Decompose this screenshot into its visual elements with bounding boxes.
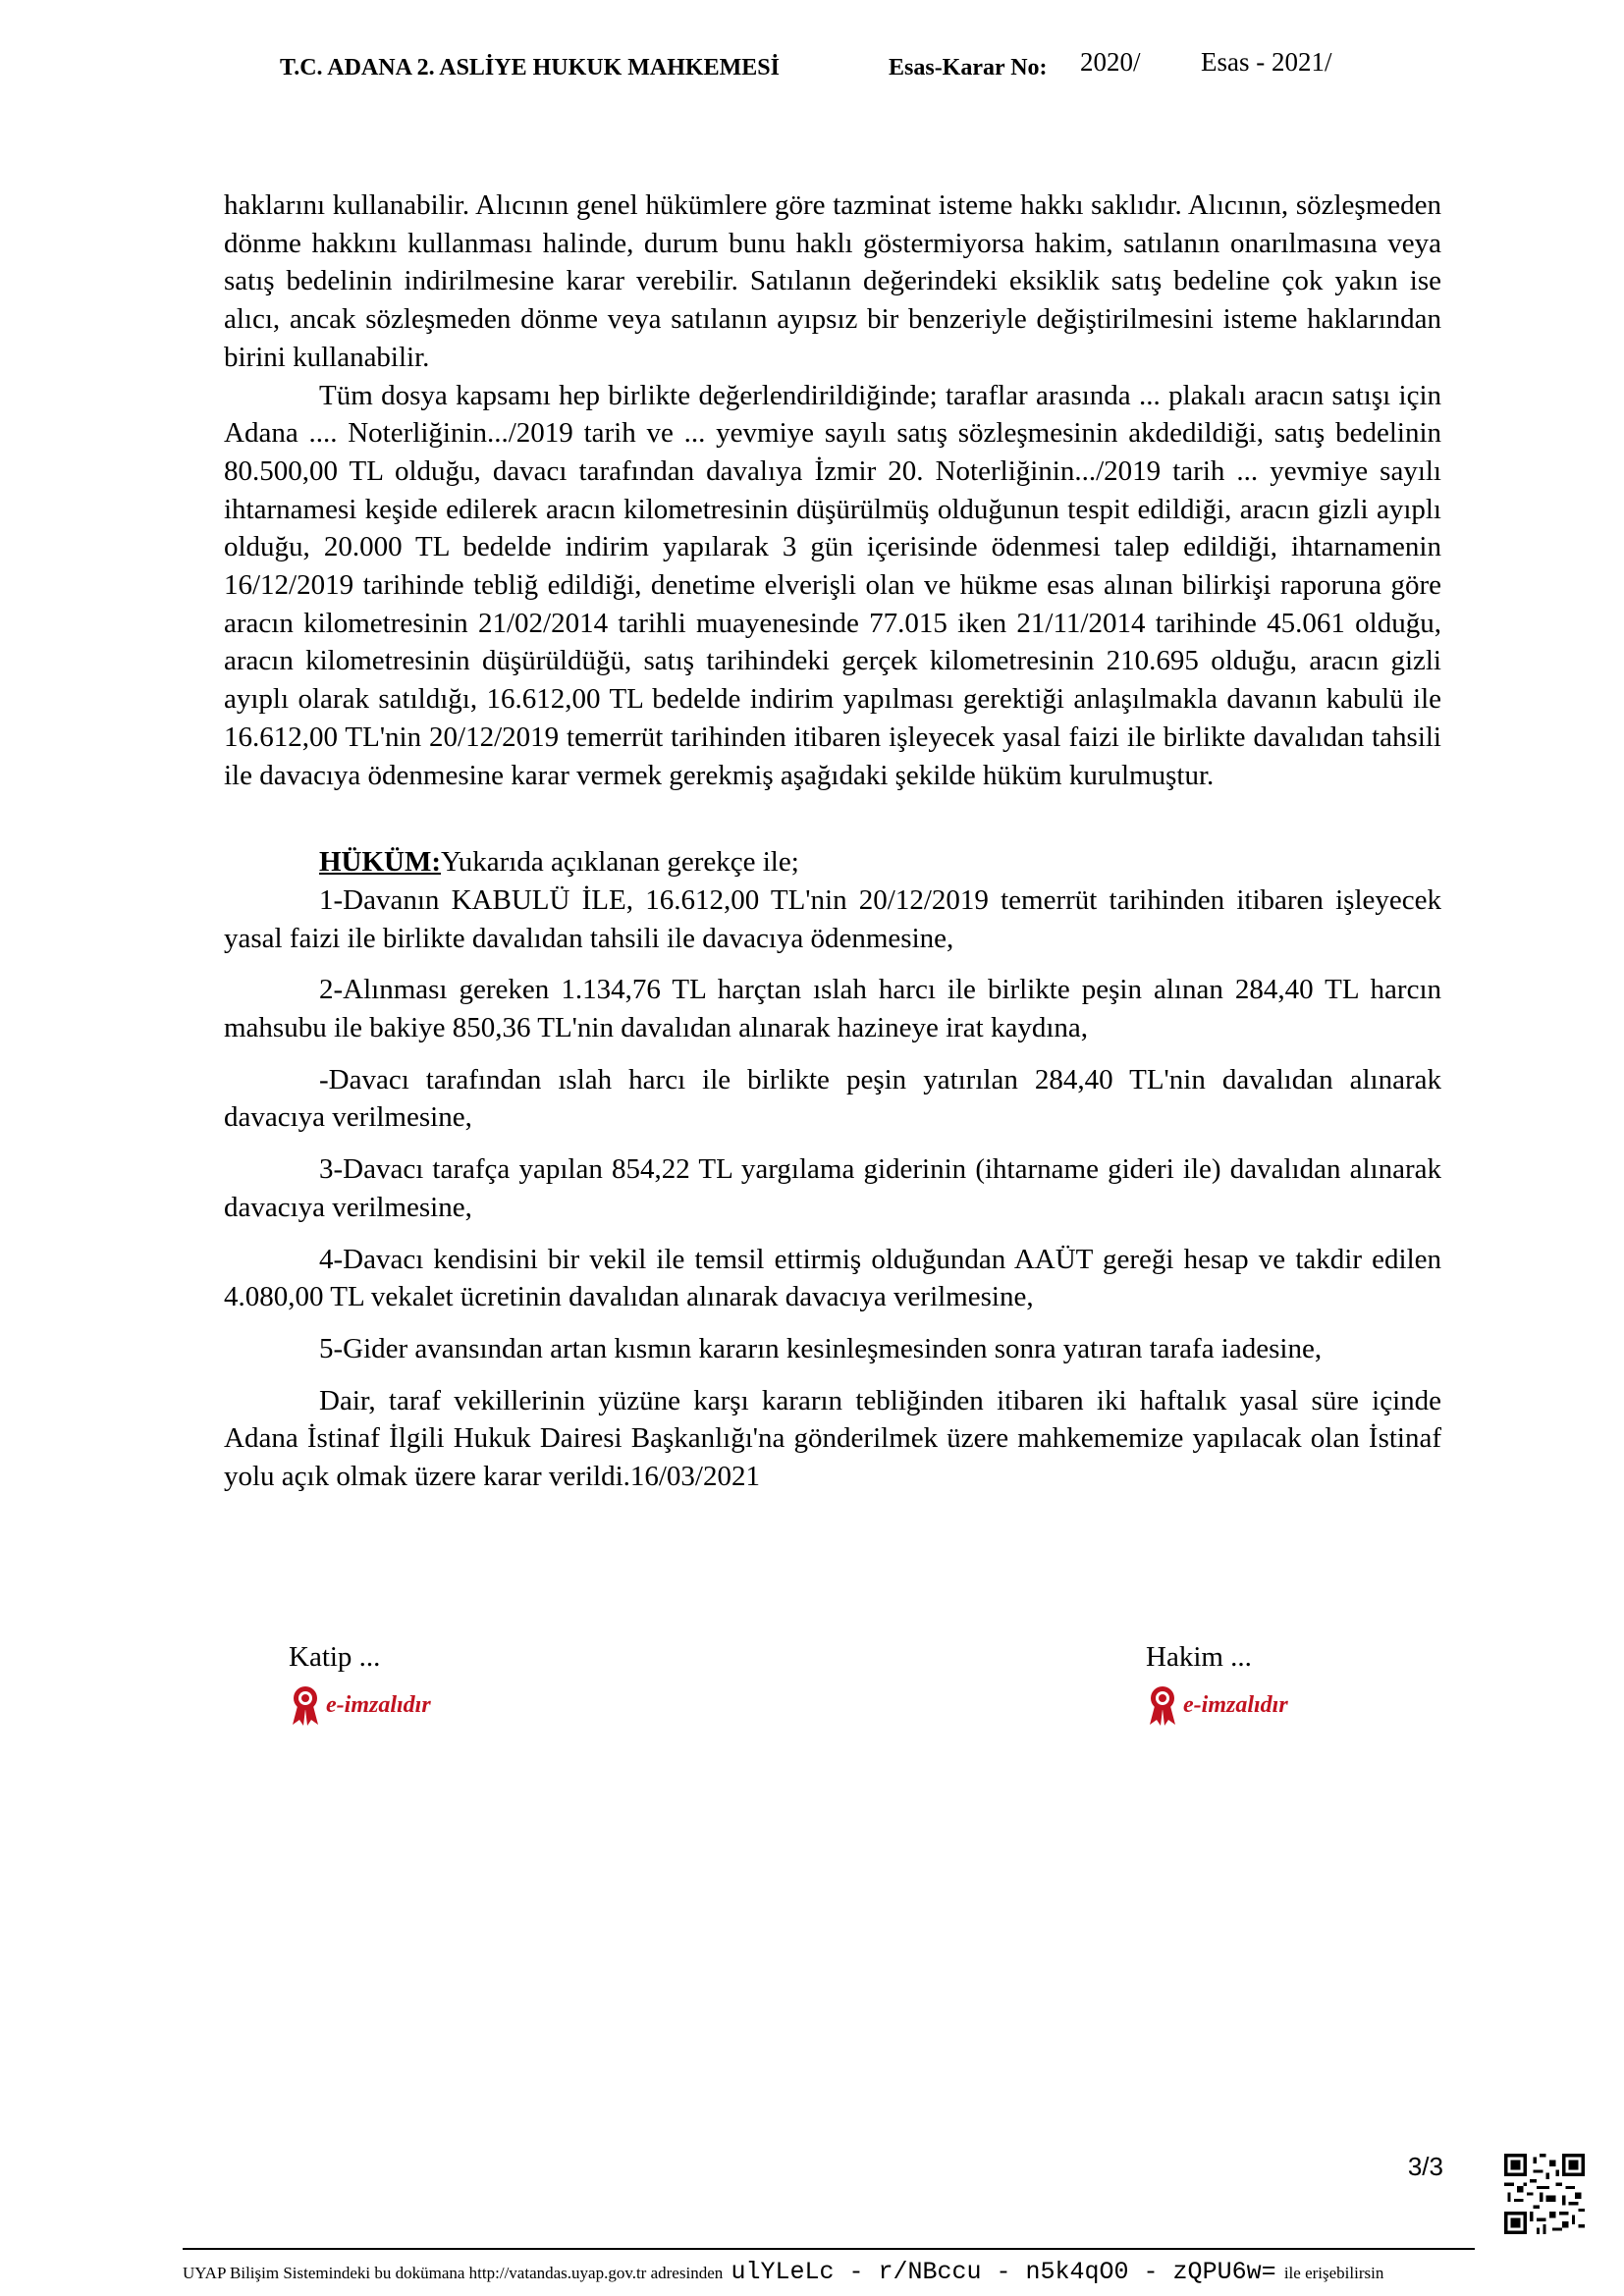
seal-icon [289, 1683, 322, 1727]
hukum-closing: Dair, taraf vekillerinin yüzüne karşı kararın tebliğinden itibaren iki haftalık yasal süre içinde Adana İstinaf İlgili Hukuk Dairesi Başkanlığı'na gönderilmek üzere mahkememize yapılacak olan İstinaf yolu açık olmak üzere karar verildi.16/03/2021 [224, 1384, 1441, 1493]
esign-stamp [289, 1683, 431, 1727]
hukum-item-1: 1-Davanın KABULÜ İLE, 16.612,00 TL'nin 20/12/2019 temerrüt tarihinden itibaren işleyecek yasal faizi ile birlikte davalıdan tahsili ile davacıya ödenmesine, [224, 883, 1441, 954]
esas-karar-label: Esas-Karar No: [889, 55, 1048, 80]
esign-label: e-imzalıdır [326, 1691, 431, 1718]
hukum-intro: Yukarıda açıklanan gerekçe ile; [441, 846, 799, 879]
court-name: T.C. ADANA 2. ASLİYE HUKUK MAHKEMESİ [280, 55, 780, 80]
katip-name: Katip ... [289, 1641, 381, 1673]
verification-code[interactable]: ulYLeLc - r/NBccu - n5k4qO0 - zQPU6w= [731, 2258, 1276, 2286]
footer-suffix: ile erişebilirsin [1283, 2264, 1384, 2282]
paragraph-evaluation: Tüm dosya kapsamı hep birlikte değerlendirildiğinde; taraflar arasında ... plakalı aracın satışı için Adana .... Noterliğinin.../2019 tarih ve ... yevmiye sayılı satış sözleşmesinin akdedildiği, satış bedelinin 80.500,00 TL olduğu, davacı tarafından davalıya İzmir 20. Noterliğinin.../2019 tarih ... yevmiye sayılı ihtarnamesi keşide edilerek aracın kilometresinin düşürülmüş olduğunun tespit edildiği, aracın gizli ayıplı olduğu, 20.000 TL bedelde indirim yapılarak 3 gün içerisinde ödenmesi talep edildiği, ihtarnamenin 16/12/2019 tarihinde tebliğ edildiği, denetime elverişli olan ve hükme esas alınan bilirkişi raporuna göre aracın kilometresinin 21/02/2014 tarihli muayenesinde 77.015 iken 21/11/2014 tarihinde 45.061 olduğu, aracın kilometresinin düşürüldüğü, satış tarihindeki gerçek kilometresinin 210.695 olduğu, aracın gizli ayıplı olarak satıldığı, 16.612,00 TL bedelde indirim yapılması gerektiği anlaşılmakla davanın kabulü ile 16.612,00 TL'nin 20/12/2019 temerrüt tarihinden itibaren işleyecek yasal faizi ile birlikte davalıdan tahsili ile davacıya ödenmesine karar vermek gerekmiş aşağıdaki şekilde hüküm kurulmuştur. [224, 379, 1441, 791]
hukum-item-4: 4-Davacı kendisini bir vekil ile temsil ettirmiş olduğundan AAÜT gereği hesap ve takdir edilen 4.080,00 TL vekalet ücretinin davalıdan alınarak davacıya verilmesine, [224, 1243, 1441, 1313]
esign-label: e-imzalıdır [1183, 1691, 1288, 1718]
signature-hakim [1146, 1641, 1288, 1727]
esas-number: 2020/ [1080, 47, 1141, 77]
hukum-title: HÜKÜM: [319, 846, 442, 879]
signature-katip [289, 1641, 431, 1727]
hukum-item-3: 3-Davacı tarafça yapılan 854,22 TL yargılama giderinin (ihtarname gideri ile) davalıdan alınarak davacıya verilmesine, [224, 1153, 1441, 1223]
page-number: 3/3 [1407, 2152, 1443, 2181]
hukum-item-5: 5-Gider avansından artan kısmın kararın kesinleşmesinden sonra yatıran tarafa iadesine, [319, 1332, 1323, 1364]
footer-prefix: UYAP Bilişim Sistemindeki bu dokümana http://vatandas.uyap.gov.tr adresinden [183, 2264, 724, 2282]
document-body [224, 187, 1441, 1496]
paragraph-legal-basis: haklarını kullanabilir. Alıcının genel hükümlere göre tazminat isteme hakkı saklıdır. Alıcının, sözleşmeden dönme hakkını kullanması halinde, durum bunu haklı göstermiyorsa hakim, satılanın onarılmasına veya satış bedelinin indirilmesine karar verebilir. Satılanın değerindeki eksiklik satış bedeline çok yakın ise alıcı, ancak sözleşmeden dönme veya satılanın ayıpsız bir benzeriyle değiştirilmesini isteme haklarından birini kullanabilir. [224, 189, 1441, 373]
esign-stamp [1146, 1683, 1288, 1727]
karar-number: Esas - 2021/ [1201, 47, 1332, 77]
hukum-item-2: 2-Alınması gereken 1.134,76 TL harçtan ıslah harcı ile birlikte peşin alınan 284,40 TL harcın mahsubu ile bakiye 850,36 TL'nin davalıdan alınarak hazineye irat kaydına, [224, 974, 1441, 1044]
seal-icon [1146, 1683, 1179, 1727]
hukum-item-2b: -Davacı tarafından ıslah harcı ile birlikte peşin yatırılan 284,40 TL'nin davalıdan alınarak davacıya verilmesine, [224, 1063, 1441, 1134]
hukum-heading [224, 843, 1441, 881]
qr-code-icon [1504, 2154, 1585, 2234]
footer-verification [183, 2258, 1489, 2286]
footer-divider [183, 2248, 1475, 2250]
hakim-name: Hakim ... [1146, 1641, 1252, 1673]
